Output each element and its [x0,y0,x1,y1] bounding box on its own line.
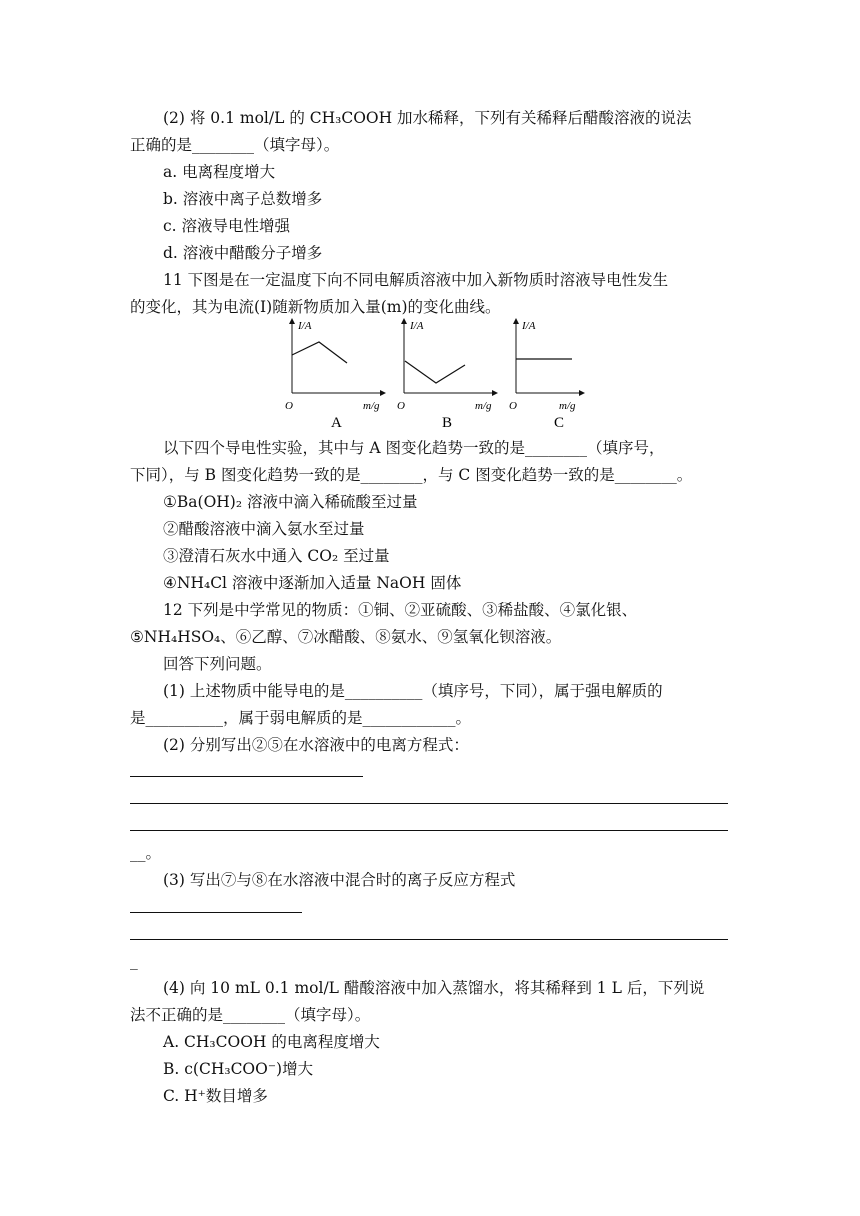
q12-p1-line1: (1) 上述物质中能导电的是__________（填序号，下同），属于强电解质的 [163,682,663,700]
panel-a-label: A [331,415,342,431]
option-c: c. 溶液导电性增强 [163,217,291,235]
q12-p3-end: _ [130,952,138,970]
option-b: b. 溶液中离子总数增多 [163,190,323,208]
q12-p3: (3) 写出⑦与⑧在水溶液中混合时的离子反应方程式 [163,871,516,889]
answer-line [130,776,363,777]
q12-p4-option-b: B. c(CH₃COO⁻)增大 [163,1060,314,1078]
answer-line [130,830,728,831]
panel-c-x-label: m/g [559,400,576,412]
panel-a-y-label: I/A [298,320,312,332]
panel-c-y-label: I/A [522,320,536,332]
q11-line2: 的变化，其为电流(I)随新物质加入量(m)的变化曲线。 [130,298,501,316]
q12-p4-line2: 法不正确的是________（填字母）。 [130,1006,371,1024]
answer-line [130,939,728,940]
panel-a [285,320,383,431]
q12-p2-end: __。 [130,844,162,862]
panel-c-origin: O [509,400,517,412]
panel-b-curve [405,361,465,383]
q11-item-4: ④NH₄Cl 溶液中逐渐加入适量 NaOH 固体 [163,574,462,592]
q11-text1: 以下四个导电性实验，其中与 A 图变化趋势一致的是________（填序号， [163,439,665,457]
q10-2-line1: (2) 将 0.1 mol/L 的 CH₃COOH 加水稀释，下列有关稀释后醋酸溶液的说法 [163,109,692,127]
panel-b-x-label: m/g [475,400,492,412]
panel-a-x-label: m/g [363,400,380,412]
panel-b-label: B [442,415,453,431]
panel-b-y-label: I/A [410,320,424,332]
option-a: a. 电离程度增大 [163,163,276,181]
q11-line1: 11 下图是在一定温度下向不同电解质溶液中加入新物质时溶液导电性发生 [163,271,669,289]
panel-a-curve [292,342,347,363]
q12-line2: ⑤NH₄HSO₄、⑥乙醇、⑦冰醋酸、⑧氨水、⑨氢氧化钡溶液。 [130,628,562,646]
panel-a-origin: O [285,400,293,412]
q11-item-3: ③澄清石灰水中通入 CO₂ 至过量 [163,547,390,565]
option-d: d. 溶液中醋酸分子增多 [163,244,323,262]
q12-prompt: 回答下列问题。 [163,655,272,673]
q12-p4-option-c: C. H⁺数目增多 [163,1087,268,1105]
q12-p2: (2) 分别写出②⑤在水溶液中的电离方程式： [163,736,469,754]
panel-c [509,320,582,431]
answer-line [130,912,302,913]
panel-b-origin: O [397,400,405,412]
q11-item-2: ②醋酸溶液中滴入氨水至过量 [163,520,365,538]
q12-line1: 12 下列是中学常见的物质：①铜、②亚硫酸、③稀盐酸、④氯化银、 [163,601,638,619]
q11-item-1: ①Ba(OH)₂ 溶液中滴入稀硫酸至过量 [163,493,418,511]
answer-line [130,803,728,804]
q12-p4-line1: (4) 向 10 mL 0.1 mol/L 醋酸溶液中加入蒸馏水，将其稀释到 1 L 后，下列说 [163,979,705,997]
conductivity-figure [285,315,585,433]
panel-c-label: C [554,415,565,431]
q10-2-line2: 正确的是________（填字母）。 [130,136,340,154]
q12-p4-option-a: A. CH₃COOH 的电离程度增大 [163,1033,380,1051]
panel-b [397,320,495,431]
q12-p1-line2: 是__________，属于弱电解质的是____________。 [130,709,472,727]
q11-text2: 下同），与 B 图变化趋势一致的是________，与 C 图变化趋势一致的是________。 [130,466,693,484]
